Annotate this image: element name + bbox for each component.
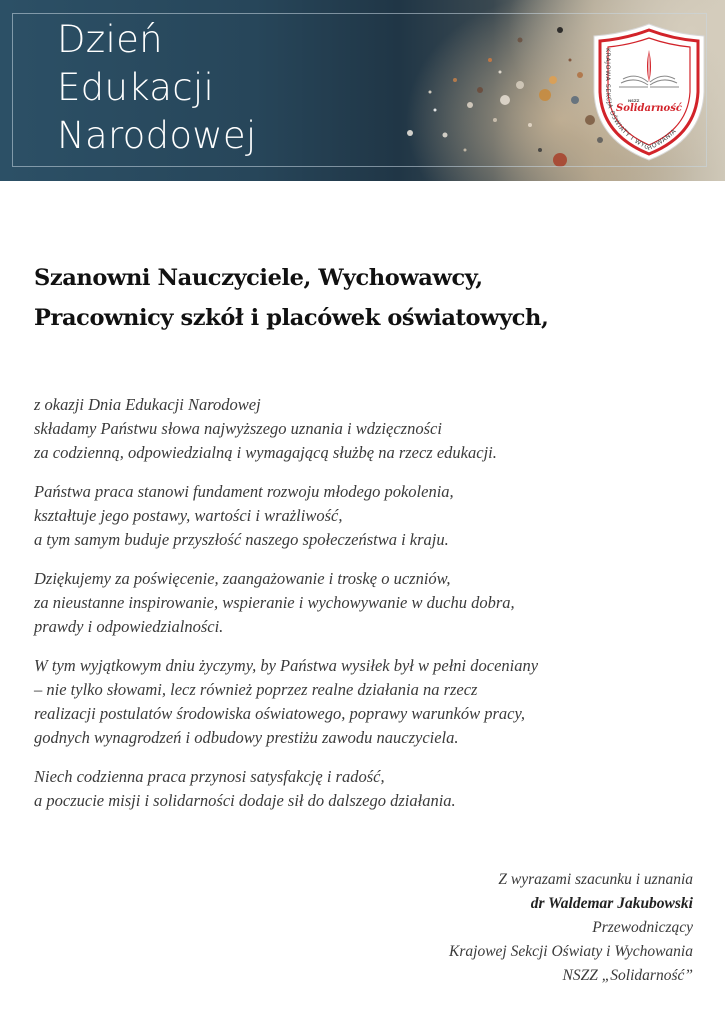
paragraph-line: Dziękujemy za poświęcenie, zaangażowanie i troskę o uczniów, xyxy=(34,569,451,588)
event-title-line: Dzień xyxy=(57,18,163,61)
paragraph-line: Państwa praca stanowi fundament rozwoju młodego pokolenia, xyxy=(34,482,454,501)
paragraph-line: za codzienną, odpowiedzialną i wymagającą służbę na rzecz edukacji. xyxy=(34,443,497,462)
paragraph-line: a poczucie misji i solidarności dodaje sił do dalszego działania. xyxy=(34,791,456,810)
paragraph-line: prawdy i odpowiedzialności. xyxy=(34,617,224,636)
paragraph-line: realizacji postulatów środowiska oświatowego, poprawy warunków pracy, xyxy=(34,704,526,723)
paragraph-line: W tym wyjątkowym dniu życzymy, by Państwa wysiłek był w pełni doceniany xyxy=(34,656,539,675)
logo-ring-text: KRAJOWA SEKCJA OŚWIATY I WYCHOWANIA xyxy=(604,48,678,153)
paragraph-line: Niech codzienna praca przynosi satysfakcję i radość, xyxy=(34,767,385,786)
paragraph xyxy=(34,480,694,552)
paragraph-line: składamy Państwu słowa najwyższego uznania i wdzięczności xyxy=(34,419,442,438)
salutation-line: Pracownicy szkół i placówek oświatowych, xyxy=(34,305,549,331)
salutation-line: Szanowni Nauczyciele, Wychowawcy, xyxy=(34,265,483,291)
paragraph xyxy=(34,654,694,750)
signatory-organization: Krajowej Sekcji Oświaty i Wychowania xyxy=(449,943,693,960)
paragraph xyxy=(34,567,694,639)
paragraph-line: kształtuje jego postawy, wartości i wrażliwość, xyxy=(34,506,343,525)
paragraph-line: z okazji Dnia Edukacji Narodowej xyxy=(34,395,261,414)
paragraph-line: godnych wynagrodzeń i odbudowy prestiżu zawodu nauczyciela. xyxy=(34,728,459,747)
closing-phrase: Z wyrazami szacunku i uznania xyxy=(498,871,693,888)
paragraph xyxy=(34,765,694,813)
event-title-line: Narodowej xyxy=(57,114,257,157)
letter-body xyxy=(34,393,694,828)
logo-union-name: Solidarność xyxy=(616,103,682,114)
paragraph xyxy=(34,393,694,465)
paragraph-line: – nie tylko słowami, lecz również poprzez realne działania na rzecz xyxy=(34,680,478,699)
signature-block xyxy=(449,868,693,988)
paragraph-line: za nieustanne inspirowanie, wspieranie i wychowywanie w duchu dobra, xyxy=(34,593,515,612)
paragraph-line: a tym samym buduje przyszłość naszego społeczeństwa i kraju. xyxy=(34,530,449,549)
signatory-name: dr Waldemar Jakubowski xyxy=(530,895,693,912)
event-title xyxy=(57,16,257,160)
signatory-union: NSZZ „Solidarność” xyxy=(562,967,693,984)
salutation-heading xyxy=(34,258,694,338)
logo-union-small: NSZZ xyxy=(628,98,640,103)
event-title-line: Edukacji xyxy=(57,66,215,109)
signatory-role: Przewodniczący xyxy=(592,919,693,936)
union-section-logo-icon xyxy=(590,22,708,162)
header-banner xyxy=(0,0,725,181)
